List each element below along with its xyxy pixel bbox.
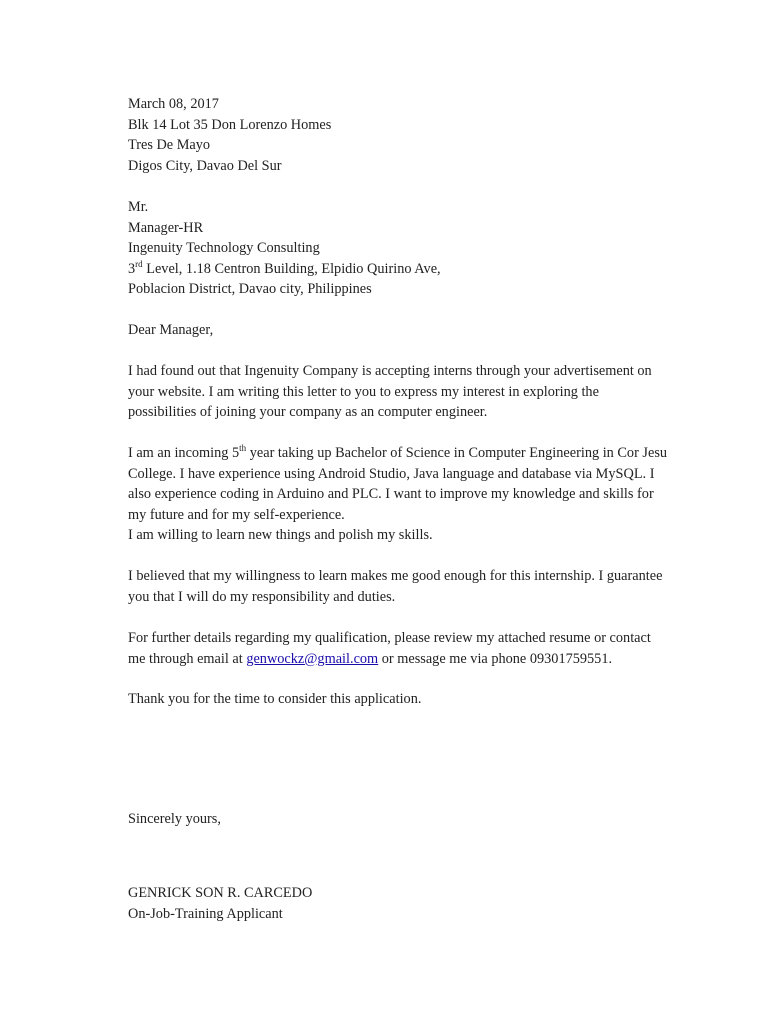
signoff: Sincerely yours, — [128, 811, 221, 827]
recipient-address-level-number: 3 — [128, 260, 136, 277]
recipient-company: Ingenuity Technology Consulting — [128, 240, 320, 257]
paragraph-2-line-1 — [128, 443, 728, 464]
paragraph-2-line-4: my future and for my self-experience. — [128, 506, 345, 523]
paragraph-4-line-2-end: or message me via phone 09301759551. — [378, 650, 613, 667]
paragraph-1-line-2: your website. I am writing this letter to you to express my interest in exploring the — [128, 383, 599, 400]
email-link[interactable]: genwockz@gmail.com — [246, 650, 379, 667]
paragraph-3 — [128, 566, 728, 607]
sender-address-line-2: Tres De Mayo — [128, 137, 211, 154]
paragraph-2-line-2: College. I have experience using Android Studio, Java language and database via MySQL. I — [128, 465, 655, 482]
recipient-position: Manager-HR — [128, 219, 204, 236]
signature-block — [128, 883, 728, 924]
recipient-address-line-2: Poblacion District, Davao city, Philippines — [128, 281, 372, 298]
paragraph-4-line-2 — [128, 649, 728, 670]
greeting: Dear Manager, — [128, 322, 214, 338]
paragraph-2-line-1-start: I am an incoming 5 — [128, 445, 240, 461]
paragraph-2-line-1-end: year taking up Bachelor of Science in Computer Engineering in Cor Jesu — [246, 445, 668, 461]
signature-name: GENRICK SON R. CARCEDO — [128, 885, 313, 901]
letter-header — [128, 94, 728, 176]
paragraph-2-line-5: I am willing to learn new things and polish my skills. — [128, 527, 433, 544]
ordinal-suffix: th — [239, 443, 247, 454]
signature-title: On-Job-Training Applicant — [128, 905, 283, 922]
paragraph-2-line-3: also experience coding in Arduino and PLC. I want to improve my knowledge and skills for — [128, 486, 654, 503]
paragraph-1-line-1: I had found out that Ingenuity Company is accepting interns through your advertisement on — [128, 363, 652, 379]
recipient-address-level-suffix: rd — [135, 259, 143, 270]
sender-address-line-3: Digos City, Davao Del Sur — [128, 157, 282, 174]
recipient-salutation-title: Mr. — [128, 199, 149, 215]
paragraph-4-line-1: For further details regarding my qualification, please review my attached resume or contact — [128, 630, 651, 646]
recipient-block — [128, 197, 728, 300]
paragraph-3-line-1: I believed that my willingness to learn makes me good enough for this internship. I guarantee — [128, 568, 663, 584]
paragraph-2 — [128, 443, 728, 546]
recipient-address-line-1 — [128, 259, 728, 280]
paragraph-4-line-2-start: me through email at — [128, 650, 247, 667]
paragraph-1 — [128, 361, 728, 423]
recipient-address-line-1-rest: Level, 1.18 Centron Building, Elpidio Quirino Ave, — [142, 260, 441, 277]
paragraph-4 — [128, 628, 728, 669]
paragraph-3-line-2: you that I will do my responsibility and duties. — [128, 588, 396, 605]
paragraph-1-line-3: possibilities of joining your company as an computer engineer. — [128, 404, 488, 421]
letter-date: March 08, 2017 — [128, 96, 219, 112]
closing-thanks: Thank you for the time to consider this application. — [128, 691, 422, 707]
sender-address-line-1: Blk 14 Lot 35 Don Lorenzo Homes — [128, 116, 332, 133]
